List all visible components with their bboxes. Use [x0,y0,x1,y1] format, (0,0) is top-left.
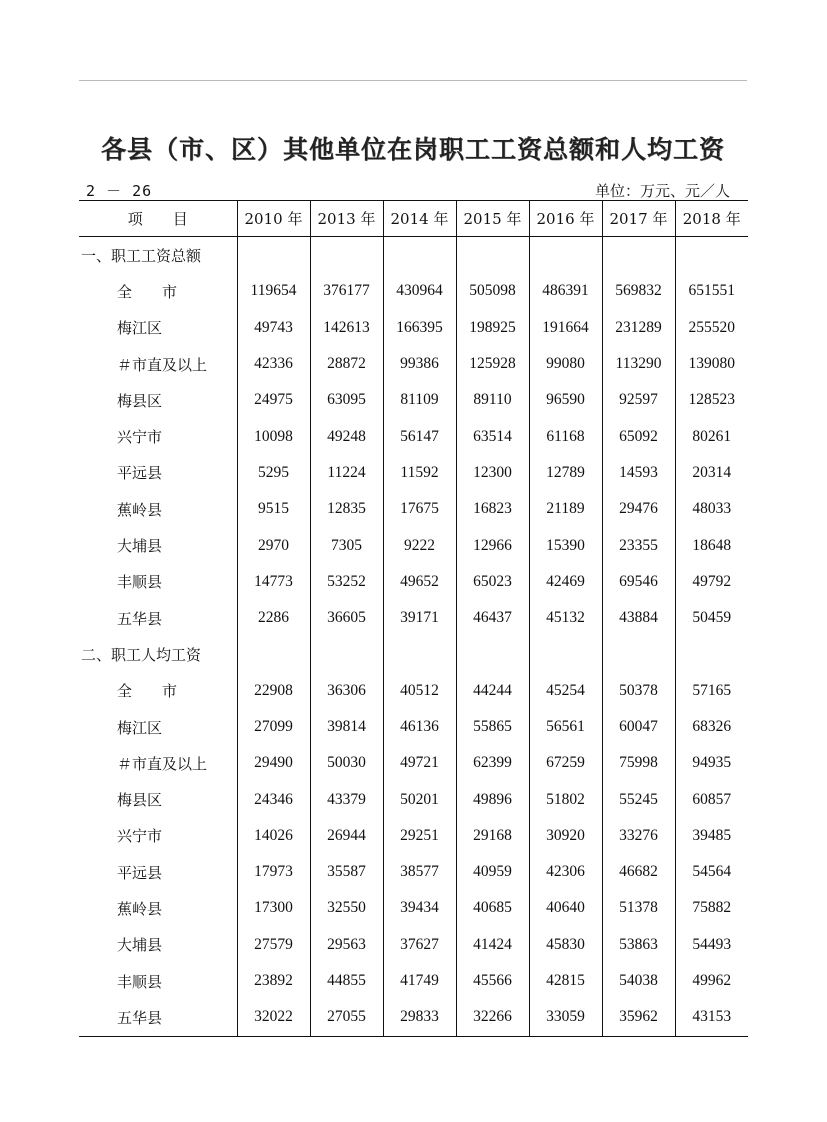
value-cell: 46682 [602,854,675,890]
row-label: 全 市 [117,282,178,301]
value-cell: 2286 [237,600,310,636]
row-label: 五华县 [117,609,163,628]
row-label: 丰顺县 [117,573,163,592]
row-label: ＃市直及以上 [117,355,208,374]
empty-cell [383,636,456,672]
empty-cell [602,636,675,672]
column-header-item: 项 目 [79,201,237,237]
row-label: 大埔县 [117,936,163,955]
table-row [79,709,748,745]
value-cell: 39814 [310,709,383,745]
value-cell: 35962 [602,999,675,1036]
value-cell: 56561 [529,709,602,745]
value-cell: 39171 [383,600,456,636]
table-row [79,346,748,382]
row-label: 平远县 [117,464,163,483]
value-cell: 18648 [675,527,748,563]
table-row [79,963,748,999]
value-cell: 48033 [675,491,748,527]
value-cell: 15390 [529,527,602,563]
value-cell: 54493 [675,927,748,963]
value-cell: 57165 [675,673,748,709]
value-cell: 38577 [383,854,456,890]
table-row [79,382,748,418]
value-cell: 54564 [675,854,748,890]
section-title: 二、职工人均工资 [81,645,202,664]
value-cell: 45132 [529,600,602,636]
empty-cell [310,636,383,672]
value-cell: 23355 [602,527,675,563]
section-row [79,237,748,274]
value-cell: 43153 [675,999,748,1036]
value-cell: 27099 [237,709,310,745]
table-row [79,527,748,563]
value-cell: 49248 [310,418,383,454]
row-label: 梅江区 [117,319,163,338]
value-cell: 49743 [237,310,310,346]
empty-cell [237,636,310,672]
value-cell: 27055 [310,999,383,1036]
row-label: 平远县 [117,863,163,882]
column-header-year: 2017 年 [602,201,675,237]
value-cell: 9515 [237,491,310,527]
row-label: 全 市 [117,682,178,701]
table-row [79,564,748,600]
value-cell: 40685 [456,890,529,926]
value-cell: 14773 [237,564,310,600]
value-cell: 17300 [237,890,310,926]
table-number: 2 － 26 [86,182,153,200]
value-cell: 142613 [310,310,383,346]
row-label: 蕉岭县 [117,500,163,519]
value-cell: 53863 [602,927,675,963]
table-row [79,854,748,890]
value-cell: 231289 [602,310,675,346]
value-cell: 29490 [237,745,310,781]
value-cell: 80261 [675,418,748,454]
value-cell: 651551 [675,273,748,309]
empty-cell [383,237,456,274]
page-top-rule [79,80,747,81]
table-row [79,455,748,491]
value-cell: 17973 [237,854,310,890]
row-label: 梅江区 [117,718,163,737]
section-row [79,636,748,672]
empty-cell [529,237,602,274]
value-cell: 430964 [383,273,456,309]
value-cell: 128523 [675,382,748,418]
value-cell: 23892 [237,963,310,999]
table-row [79,745,748,781]
value-cell: 43379 [310,781,383,817]
value-cell: 65023 [456,564,529,600]
table-header-row [79,201,748,237]
value-cell: 41424 [456,927,529,963]
row-label: 丰顺县 [117,972,163,991]
row-label: 兴宁市 [117,428,163,447]
empty-cell [456,636,529,672]
value-cell: 11224 [310,455,383,491]
value-cell: 60857 [675,781,748,817]
value-cell: 113290 [602,346,675,382]
value-cell: 10098 [237,418,310,454]
value-cell: 41749 [383,963,456,999]
row-label: 兴宁市 [117,827,163,846]
value-cell: 99080 [529,346,602,382]
column-header-year: 2015 年 [456,201,529,237]
value-cell: 43884 [602,600,675,636]
value-cell: 65092 [602,418,675,454]
value-cell: 29563 [310,927,383,963]
value-cell: 96590 [529,382,602,418]
empty-cell [529,636,602,672]
empty-cell [456,237,529,274]
table-row [79,999,748,1036]
table-row [79,600,748,636]
wage-table [79,200,748,1037]
value-cell: 26944 [310,818,383,854]
row-label: ＃市直及以上 [117,754,208,773]
value-cell: 42469 [529,564,602,600]
column-header-year: 2013 年 [310,201,383,237]
value-cell: 505098 [456,273,529,309]
value-cell: 40959 [456,854,529,890]
value-cell: 17675 [383,491,456,527]
value-cell: 29476 [602,491,675,527]
value-cell: 44855 [310,963,383,999]
row-label: 梅县区 [117,791,163,810]
value-cell: 50201 [383,781,456,817]
value-cell: 45566 [456,963,529,999]
section-title: 一、职工工资总额 [81,246,202,265]
value-cell: 30920 [529,818,602,854]
value-cell: 2970 [237,527,310,563]
value-cell: 32266 [456,999,529,1036]
value-cell: 119654 [237,273,310,309]
value-cell: 51378 [602,890,675,926]
value-cell: 20314 [675,455,748,491]
page-title: 各县（市、区）其他单位在岗职工工资总额和人均工资 [100,135,725,164]
value-cell: 50030 [310,745,383,781]
table-row [79,890,748,926]
value-cell: 32550 [310,890,383,926]
value-cell: 62399 [456,745,529,781]
value-cell: 139080 [675,346,748,382]
value-cell: 44244 [456,673,529,709]
value-cell: 49721 [383,745,456,781]
column-header-year: 2016 年 [529,201,602,237]
value-cell: 67259 [529,745,602,781]
column-header-year: 2010 年 [237,201,310,237]
value-cell: 24346 [237,781,310,817]
value-cell: 29168 [456,818,529,854]
value-cell: 166395 [383,310,456,346]
value-cell: 36306 [310,673,383,709]
table-row [79,491,748,527]
value-cell: 39434 [383,890,456,926]
table-body [79,237,748,1037]
value-cell: 75882 [675,890,748,926]
value-cell: 63095 [310,382,383,418]
value-cell: 376177 [310,273,383,309]
value-cell: 33276 [602,818,675,854]
empty-cell [237,237,310,274]
value-cell: 255520 [675,310,748,346]
row-label: 五华县 [79,999,237,1036]
value-cell: 42815 [529,963,602,999]
value-cell: 49896 [456,781,529,817]
value-cell: 14026 [237,818,310,854]
value-cell: 29833 [383,999,456,1036]
value-cell: 198925 [456,310,529,346]
value-cell: 16823 [456,491,529,527]
value-cell: 12300 [456,455,529,491]
value-cell: 14593 [602,455,675,491]
value-cell: 35587 [310,854,383,890]
column-header-year: 2018 年 [675,201,748,237]
table-row [79,781,748,817]
value-cell: 46136 [383,709,456,745]
column-header-year: 2014 年 [383,201,456,237]
value-cell: 56147 [383,418,456,454]
value-cell: 28872 [310,346,383,382]
value-cell: 53252 [310,564,383,600]
value-cell: 99386 [383,346,456,382]
value-cell: 60047 [602,709,675,745]
value-cell: 49792 [675,564,748,600]
value-cell: 51802 [529,781,602,817]
value-cell: 49962 [675,963,748,999]
value-cell: 40512 [383,673,456,709]
value-cell: 46437 [456,600,529,636]
value-cell: 50378 [602,673,675,709]
table-row [79,273,748,309]
value-cell: 50459 [675,600,748,636]
value-cell: 55245 [602,781,675,817]
value-cell: 54038 [602,963,675,999]
table-row [79,818,748,854]
value-cell: 486391 [529,273,602,309]
table-row [79,418,748,454]
value-cell: 45830 [529,927,602,963]
value-cell: 9222 [383,527,456,563]
unit-label: 单位：万元、元／人 [594,182,730,200]
value-cell: 81109 [383,382,456,418]
value-cell: 42306 [529,854,602,890]
value-cell: 33059 [529,999,602,1036]
value-cell: 7305 [310,527,383,563]
value-cell: 24975 [237,382,310,418]
value-cell: 69546 [602,564,675,600]
value-cell: 68326 [675,709,748,745]
value-cell: 11592 [383,455,456,491]
table-row [79,673,748,709]
empty-cell [310,237,383,274]
value-cell: 89110 [456,382,529,418]
value-cell: 5295 [237,455,310,491]
value-cell: 12966 [456,527,529,563]
empty-cell [602,237,675,274]
value-cell: 125928 [456,346,529,382]
value-cell: 94935 [675,745,748,781]
row-label: 蕉岭县 [117,899,163,918]
value-cell: 21189 [529,491,602,527]
value-cell: 45254 [529,673,602,709]
value-cell: 22908 [237,673,310,709]
row-label: 梅县区 [117,391,163,410]
value-cell: 27579 [237,927,310,963]
value-cell: 92597 [602,382,675,418]
empty-cell [675,636,748,672]
value-cell: 32022 [237,999,310,1036]
value-cell: 39485 [675,818,748,854]
value-cell: 63514 [456,418,529,454]
value-cell: 55865 [456,709,529,745]
value-cell: 37627 [383,927,456,963]
value-cell: 40640 [529,890,602,926]
value-cell: 569832 [602,273,675,309]
value-cell: 36605 [310,600,383,636]
value-cell: 29251 [383,818,456,854]
value-cell: 49652 [383,564,456,600]
row-label: 大埔县 [117,537,163,556]
empty-cell [675,237,748,274]
table-row [79,310,748,346]
table-row [79,927,748,963]
value-cell: 12835 [310,491,383,527]
value-cell: 191664 [529,310,602,346]
value-cell: 12789 [529,455,602,491]
value-cell: 75998 [602,745,675,781]
value-cell: 42336 [237,346,310,382]
value-cell: 61168 [529,418,602,454]
